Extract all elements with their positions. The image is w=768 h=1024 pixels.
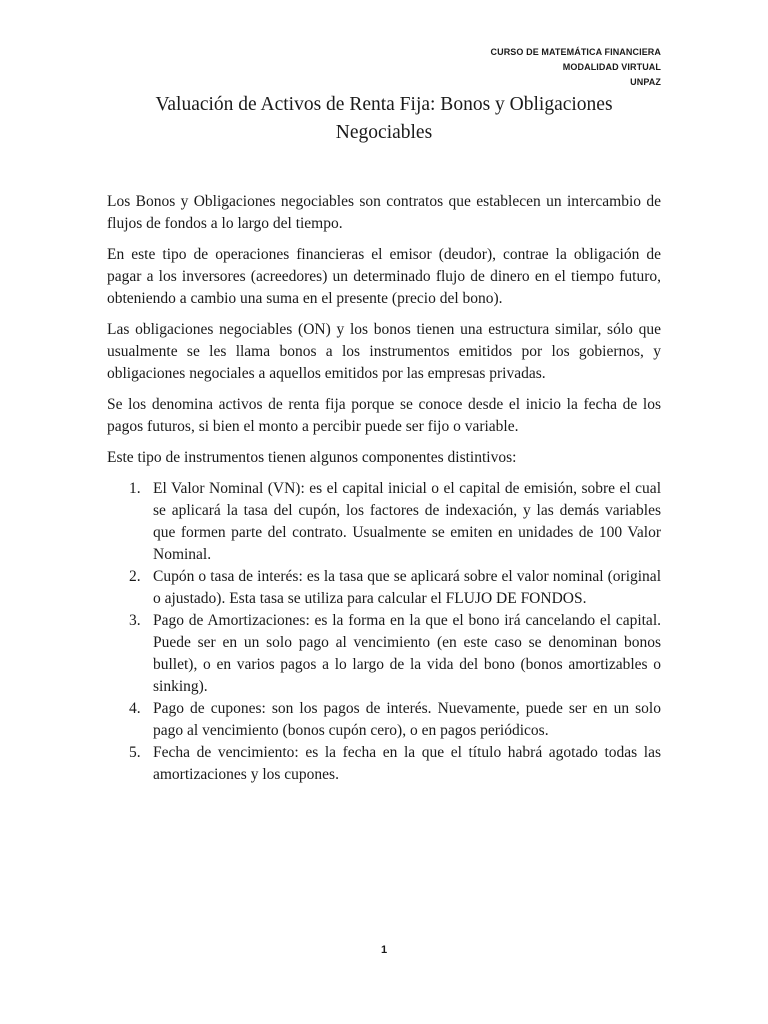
list-item-number: 1. [129,480,141,497]
paragraph: Los Bonos y Obligaciones negociables son contratos que establecen un intercambio de flujos de fondos a lo largo del tiempo. [107,193,661,232]
document-body [107,191,661,786]
title-line-2: Negociables [335,122,433,143]
list-item-text: Pago de cupones: son los pagos de interés. Nuevamente, puede ser en un solo pago al vencimiento (bonos cupón cero), o en pagos periódicos. [153,700,661,739]
components-list [107,478,661,786]
course-header [491,45,662,90]
list-item-text: Pago de Amortizaciones: es la forma en la que el bono irá cancelando el capital. Puede ser en un solo pago al vencimiento (en este caso se denominan bonos bullet), o en varios pagos a lo largo de la vida del bono (bonos amortizables o sinking). [153,612,661,695]
list-item [107,566,661,610]
list-item-text: El Valor Nominal (VN): es el capital inicial o el capital de emisión, sobre el cual se aplicará la tasa del cupón, los factores de indexación, y las demás variables que formen parte del contrato. Usualmente se emiten en unidades de 100 Valor Nominal. [153,480,661,563]
list-item-number: 5. [129,744,141,761]
list-item [107,478,661,566]
list-item [107,742,661,786]
list-item [107,698,661,742]
paragraph: Se los denomina activos de renta fija porque se conoce desde el inicio la fecha de los pagos futuros, si bien el monto a percibir puede ser fijo o variable. [107,396,661,435]
title-line-1: Valuación de Activos de Renta Fija: Bonos y Obligaciones [155,94,613,115]
paragraph: En este tipo de operaciones financieras el emisor (deudor), contrae la obligación de pagar a los inversores (acreedores) un determinado flujo de dinero en el tiempo futuro, obteniendo a cambio una suma en el presente (precio del bono). [107,246,661,307]
course-name: CURSO DE MATEMÁTICA FINANCIERA [490,47,661,57]
paragraph: Este tipo de instrumentos tienen algunos componentes distintivos: [107,449,517,466]
list-item [107,610,661,698]
list-item-text: Cupón o tasa de interés: es la tasa que se aplicará sobre el valor nominal (original o ajustado). Esta tasa se utiliza para calcular el FLUJO DE FONDOS. [153,568,661,607]
document-title [107,91,661,147]
course-modality: MODALIDAD VIRTUAL [562,62,661,72]
list-item-number: 3. [129,612,141,629]
paragraph: Las obligaciones negociables (ON) y los bonos tienen una estructura similar, sólo que usualmente se les llama bonos a los instrumentos emitidos por los gobiernos, y obligaciones negociales a aquellos emitidos por las empresas privadas. [107,321,661,382]
list-item-text: Fecha de vencimiento: es la fecha en la que el título habrá agotado todas las amortizaciones y los cupones. [153,744,661,783]
institution-name: UNPAZ [630,77,661,87]
list-item-number: 2. [129,568,141,585]
page-number: 1 [380,944,388,956]
list-item-number: 4. [129,700,141,717]
